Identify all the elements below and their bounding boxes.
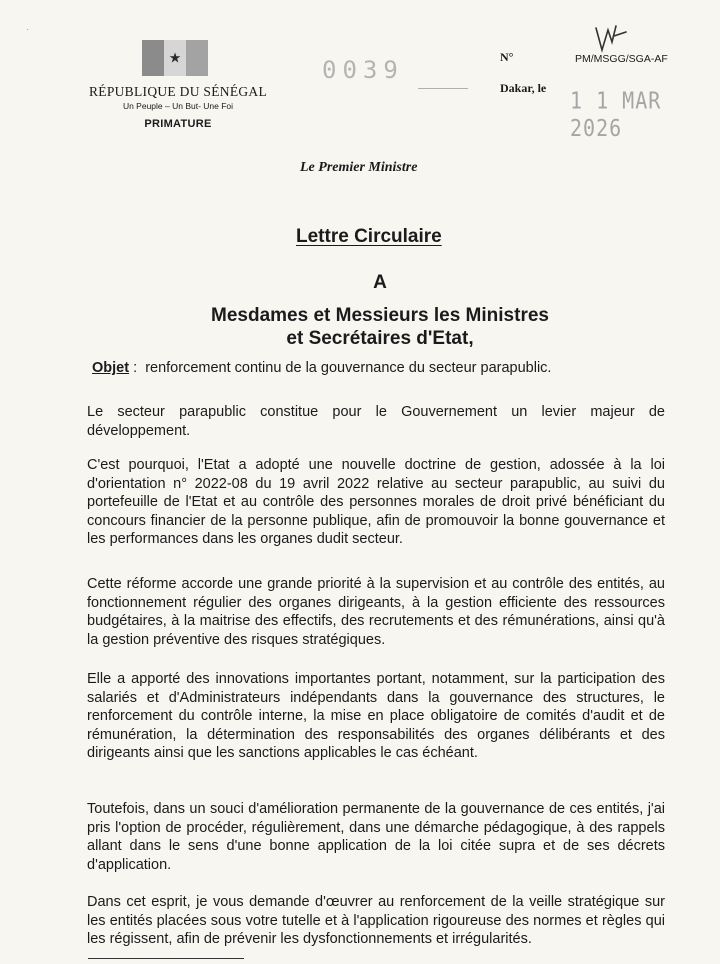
senegal-flag	[142, 40, 208, 76]
national-motto: Un Peuple – Un But- Une Foi	[122, 101, 234, 111]
scan-mark: ·	[26, 24, 30, 35]
reference-number: PM/MSGG/SGA-AF	[575, 53, 668, 65]
sender-title: Le Premier Ministre	[300, 160, 418, 175]
registration-stamp-number: 0039	[322, 56, 404, 84]
object-text: renforcement continu de la gouvernance du secteur parapublic.	[145, 360, 552, 376]
paragraph-2: C'est pourquoi, l'Etat a adopté une nouvelle doctrine de gestion, adossée à la loi d'orientation n° 2022-08 du 19 avril 2022 relative au secteur parapublic, au suivi du portefeuille de l'Etat et au contrôle des personnes morales de droit privé bénéficiant du concours financier de la personne publique, afin de promouvoir la bonne gouvernance et les performances dans les organes dudit secteur.	[87, 457, 665, 547]
paragraph-3: Cette réforme accorde une grande priorité à la supervision et au contrôle des entités, au fonctionnement régulier des organes dirigeants, à la gestion efficiente des ressources budgétaires, à la maitrise des effectifs, des recrutements et des rémunérations, ainsi qu'à la gestion préventive des risques stratégiques.	[87, 576, 665, 648]
paragraph-5: Toutefois, dans un souci d'amélioration permanente de la gouvernance de ces entités, j'ai pris l'option de procéder, régulièrement, dans une démarche pédagogique, à des rappels allant dans le sens d'une bonne application de la loi citée supra et de ses décrets d'application.	[87, 801, 665, 873]
paragraph-1: Le secteur parapublic constitue pour le Gouvernement un levier majeur de développement.	[87, 404, 665, 439]
flag-band-yellow	[164, 40, 186, 76]
footnote-divider	[88, 958, 244, 959]
stamp-line	[418, 88, 468, 89]
object-line	[92, 360, 551, 376]
republic-name: RÉPUBLIQUE DU SÉNÉGAL	[88, 84, 268, 99]
paragraph-4: Elle a apporté des innovations importantes portant, notamment, sur la participation des salariés et d'Administrateurs indépendants dans la gouvernance des structures, le renforcement du contrôle interne, la mise en place obligatoire de comités d'audit et de rémunération, la détermination des responsabilités des organes délibérants et des dirigeants ainsi que les sanctions applicables le cas échéant.	[87, 671, 665, 761]
paragraph-6: Dans cet esprit, je vous demande d'œuvrer au renforcement de la veille stratégique sur les entités placées sous votre tutelle et à l'application rigoureuse des normes et règles qui les régissent, afin de prévenir les dysfonctionnements et irrégularités.	[87, 894, 665, 947]
address-a: A	[373, 272, 387, 293]
number-label: N°	[500, 50, 514, 64]
address-line-1: Mesdames et Messieurs les Ministres	[211, 305, 549, 326]
object-separator: :	[129, 360, 146, 376]
office-name: PRIMATURE	[144, 118, 212, 130]
address-line-2: et Secrétaires d'Etat,	[286, 328, 474, 349]
date-stamp: 1 1 MAR 2026	[570, 86, 662, 142]
document-title: Lettre Circulaire	[296, 226, 442, 247]
object-label: Objet	[92, 360, 130, 376]
flag-band-red	[186, 40, 208, 76]
flag-star-icon: ★	[168, 49, 182, 66]
initials-signature-icon	[592, 22, 632, 56]
flag-band-green	[142, 40, 164, 76]
city-date-label: Dakar, le	[500, 81, 547, 95]
